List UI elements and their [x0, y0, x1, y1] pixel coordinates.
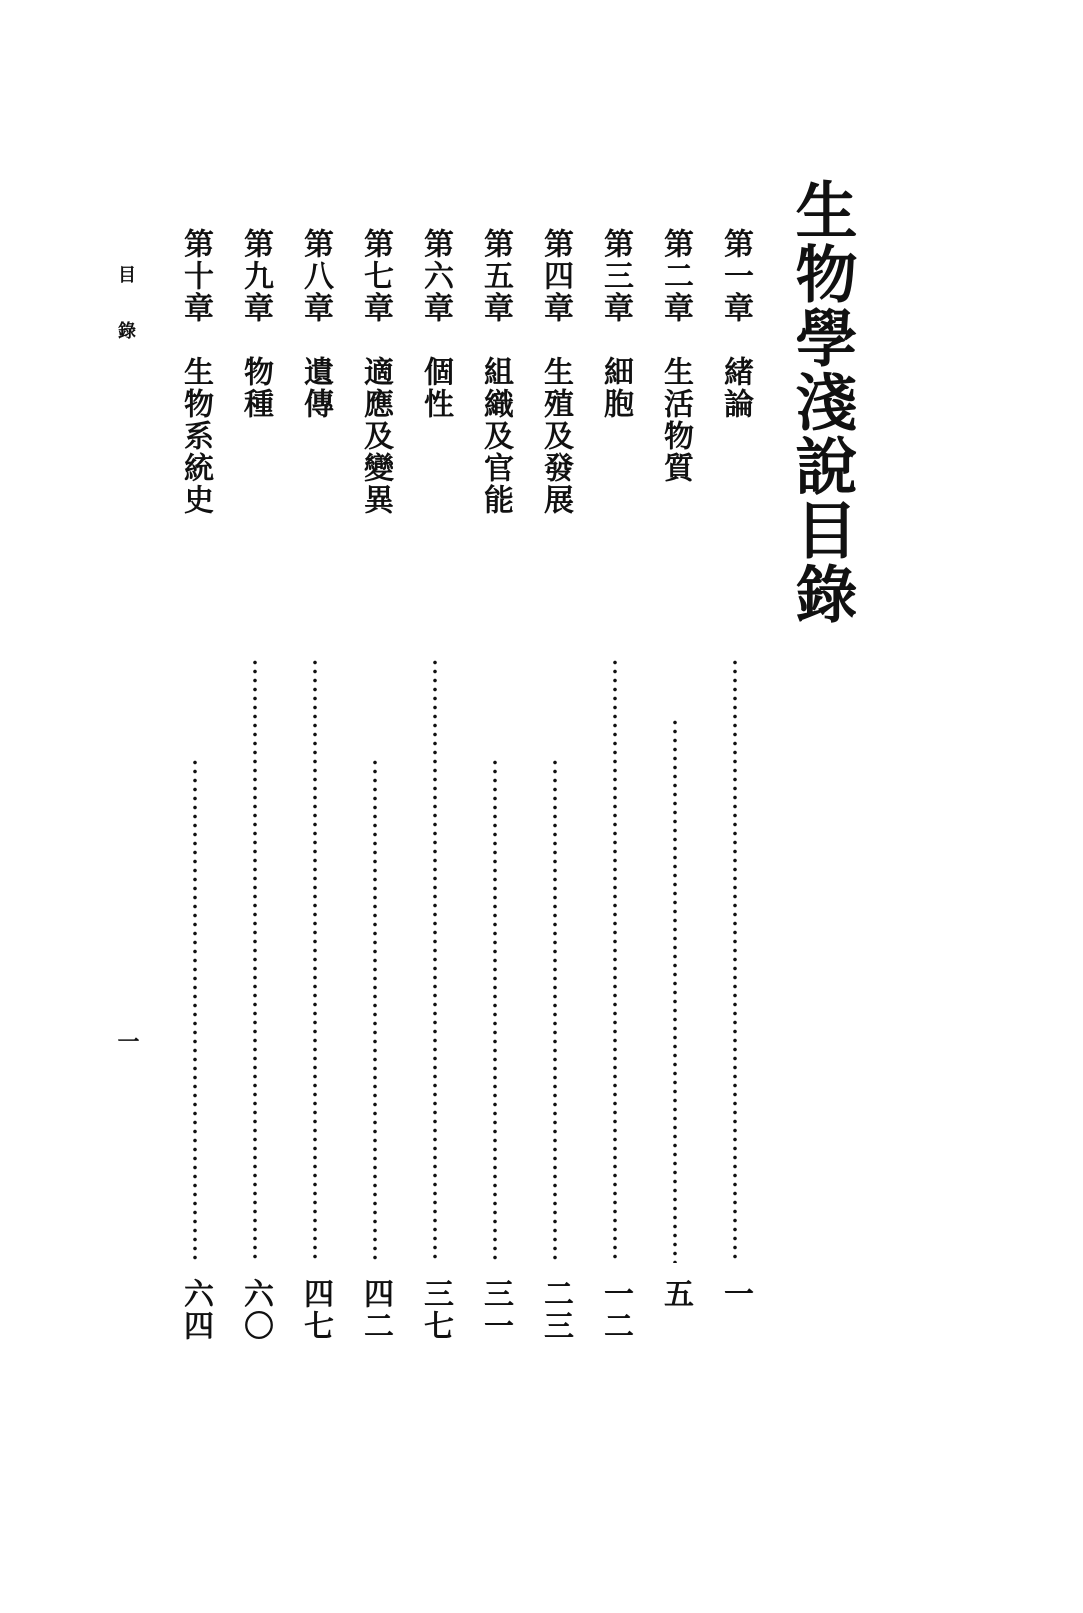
page-folio: 一: [114, 1030, 140, 1052]
chapter-title: 生物系統史: [178, 356, 213, 516]
chapter-number: 第九章: [238, 228, 273, 324]
chapter-title: 遺傳: [298, 356, 333, 420]
dot-leader: [252, 658, 258, 1263]
page-number: 一二: [598, 1278, 633, 1342]
dot-leader: [192, 758, 198, 1263]
chapter-number: 第十章: [178, 228, 213, 324]
page-number: 六四: [178, 1278, 213, 1342]
toc-entry-5[interactable]: [475, 228, 515, 1358]
toc-entry-label: [415, 228, 455, 420]
dot-leader: [432, 658, 438, 1263]
chapter-number: 第七章: [358, 228, 393, 324]
dot-leader: [312, 658, 318, 1263]
chapter-title: 適應及變異: [358, 356, 393, 516]
toc-entry-1[interactable]: [715, 228, 755, 1358]
page-number: 六〇: [238, 1278, 273, 1342]
page-number: 四二: [358, 1278, 393, 1342]
chapter-title: 個性: [418, 356, 453, 420]
dot-leader: [552, 758, 558, 1263]
chapter-title: 組織及官能: [478, 356, 513, 516]
toc-entry-10[interactable]: [175, 228, 215, 1358]
toc-entry-9[interactable]: [235, 228, 275, 1358]
dot-leader: [732, 658, 738, 1263]
toc-entry-7[interactable]: [355, 228, 395, 1358]
page-number: 三七: [418, 1278, 453, 1342]
chapter-title: 細胞: [598, 356, 633, 420]
chapter-number: 第三章: [598, 228, 633, 324]
page-number: 三一: [478, 1278, 513, 1342]
toc-entry-label: [355, 228, 395, 516]
toc-entry-label: [595, 228, 635, 420]
chapter-number: 第八章: [298, 228, 333, 324]
chapter-number: 第一章: [718, 228, 753, 324]
chapter-number: 第六章: [418, 228, 453, 324]
page-title: 生物學淺說目錄: [785, 178, 858, 626]
toc-entry-6[interactable]: [415, 228, 455, 1358]
toc-entry-label: [175, 228, 215, 516]
toc-entry-label: [235, 228, 275, 420]
toc-entry-label: [535, 228, 575, 516]
toc-entry-label: [475, 228, 515, 516]
toc-entry-label: [715, 228, 755, 420]
chapter-number: 第五章: [478, 228, 513, 324]
dot-leader: [372, 758, 378, 1263]
chapter-title: 緒論: [718, 356, 753, 420]
dot-leader: [672, 718, 678, 1263]
toc-entry-label: [295, 228, 335, 420]
chapter-title: 物種: [238, 356, 273, 420]
dot-leader: [492, 758, 498, 1263]
chapter-title: 生活物質: [658, 356, 693, 484]
page-number: 一: [718, 1278, 753, 1310]
dot-leader: [612, 658, 618, 1263]
chapter-number: 第四章: [538, 228, 573, 324]
chapter-title: 生殖及發展: [538, 356, 573, 516]
chapter-number: 第二章: [658, 228, 693, 324]
page-number: 五: [658, 1278, 693, 1310]
toc-entry-label: [655, 228, 695, 484]
toc-entry-8[interactable]: [295, 228, 335, 1358]
page-number: 四七: [298, 1278, 333, 1342]
toc-entry-2[interactable]: [655, 228, 695, 1358]
page-number: 二三: [538, 1278, 573, 1342]
toc-entry-3[interactable]: [595, 228, 635, 1358]
running-head: 目錄: [115, 265, 136, 377]
toc-entry-4[interactable]: [535, 228, 575, 1358]
